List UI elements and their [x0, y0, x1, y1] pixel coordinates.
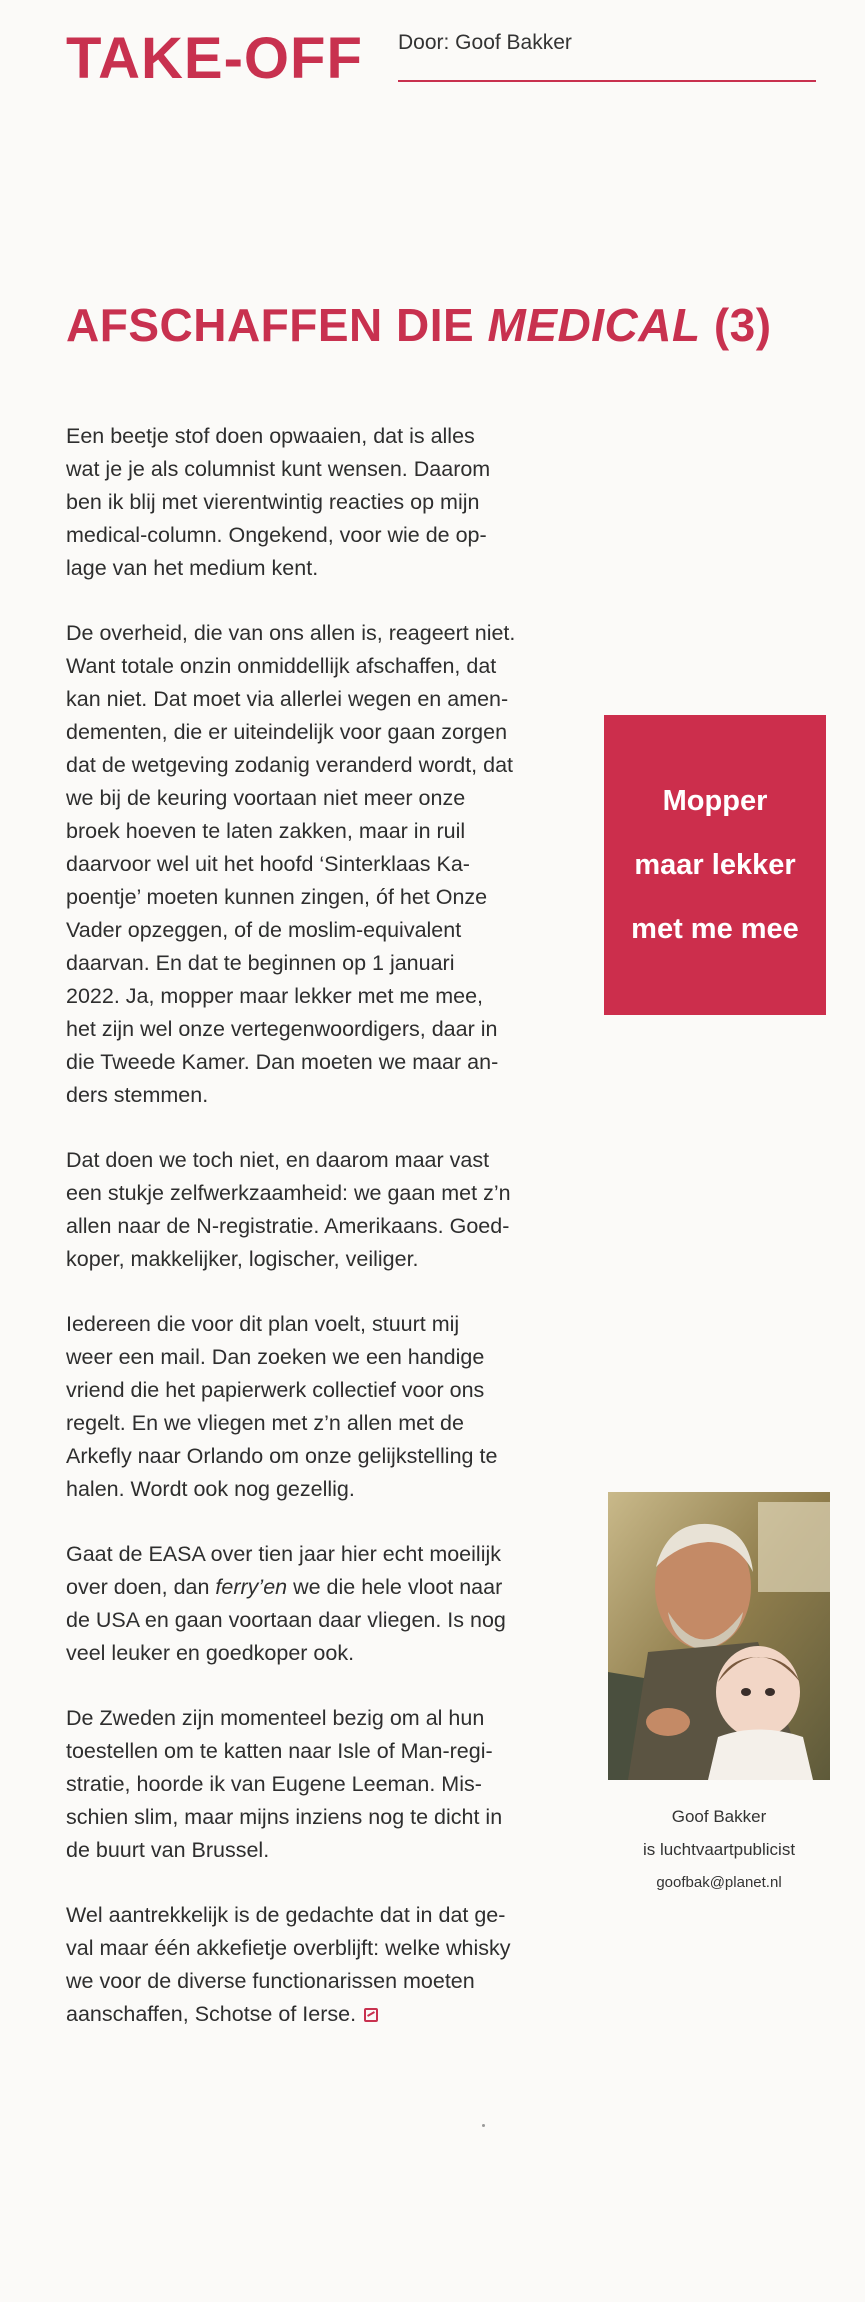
text-line: daarvoor wel uit het hoofd ‘Sinterklaas Ka-	[66, 852, 470, 876]
text-line: de buurt van Brussel.	[66, 1838, 270, 1862]
text-line: toestellen om te katten naar Isle of Man-regi-	[66, 1739, 493, 1763]
text-line: val maar één akkefietje overblijft: welke whisky	[66, 1936, 511, 1960]
paragraph	[66, 1538, 566, 1670]
text-line: Arkefly naar Orlando om onze gelijkstelling te	[66, 1444, 498, 1468]
text-line: broek hoeven te laten zakken, maar in ruil	[66, 819, 466, 843]
text-line: poentje’ moeten kunnen zingen, óf het Onze	[66, 885, 488, 909]
paragraph	[66, 1899, 566, 2031]
header	[66, 22, 816, 122]
text-line: ben ik blij met vierentwintig reacties op mijn	[66, 490, 480, 514]
text-line: kan niet. Dat moet via allerlei wegen en amen-	[66, 687, 509, 711]
text-line: Iedereen die voor dit plan voelt, stuurt mij	[66, 1312, 460, 1336]
italic-word: ferry’en	[215, 1575, 288, 1599]
text-line: we bij de keuring voortaan niet meer onze	[66, 786, 466, 810]
text-fragment: over doen, dan	[66, 1575, 216, 1599]
text-line: ders stemmen.	[66, 1083, 209, 1107]
text-line: Dat doen we toch niet, en daarom maar vast	[66, 1148, 490, 1172]
author-name: Goof Bakker	[671, 1807, 767, 1826]
text-line: het zijn wel onze vertegenwoordigers, daar in	[66, 1017, 498, 1041]
text-line: stratie, hoorde ik van Eugene Leeman. Mis-	[66, 1772, 482, 1796]
text-line: de USA en gaan voortaan daar vliegen. Is nog	[66, 1608, 506, 1632]
author-email: goofbak@planet.nl	[656, 1874, 782, 1891]
text-line: halen. Wordt ook nog gezellig.	[66, 1477, 355, 1501]
paragraph	[66, 1144, 566, 1276]
text-line: medical-column. Ongekend, voor wie de op-	[66, 523, 487, 547]
text-line: schien slim, maar mijns inziens nog te dicht in	[66, 1805, 503, 1829]
title-prefix: AFSCHAFFEN DIE	[66, 299, 488, 351]
text-line: koper, makkelijker, logischer, veiliger.	[66, 1247, 419, 1271]
text-line: vriend die het papierwerk collectief voor ons	[66, 1378, 485, 1402]
article-body	[66, 420, 566, 2063]
paragraph	[66, 617, 566, 1112]
text-line: Een beetje stof doen opwaaien, dat is alles	[66, 424, 475, 448]
print-speck	[482, 2124, 485, 2127]
pull-quote	[604, 715, 826, 1015]
end-of-article-icon	[364, 2008, 378, 2022]
text-fragment: we die hele vloot naar	[287, 1575, 503, 1599]
pull-quote-text: Mopper maar lekker met me mee	[631, 785, 799, 945]
section-label: TAKE-OFF	[66, 26, 363, 91]
text-line	[66, 1571, 566, 1604]
text-line: we voor de diverse functionarissen moeten	[66, 1969, 475, 1993]
text-line: weer een mail. Dan zoeken we een handige	[66, 1345, 485, 1369]
text-line: lage van het medium kent.	[66, 556, 319, 580]
paragraph	[66, 1702, 566, 1867]
text-line: De overheid, die van ons allen is, reageert niet.	[66, 621, 516, 645]
text-line: De Zweden zijn momenteel bezig om al hun	[66, 1706, 485, 1730]
text-line: 2022. Ja, mopper maar lekker met me mee,	[66, 984, 484, 1008]
article-title	[66, 298, 772, 352]
text-line: wat je je als columnist kunt wensen. Daarom	[66, 457, 491, 481]
byline-divider	[398, 80, 816, 82]
text-line: een stukje zelfwerkzaamheid: we gaan met z’n	[66, 1181, 511, 1205]
text-line: regelt. En we vliegen met z’n allen met de	[66, 1411, 464, 1435]
title-italic: MEDICAL	[487, 299, 701, 351]
text-line: dementen, die er uiteindelijk voor gaan zorgen	[66, 720, 508, 744]
text-line: die Tweede Kamer. Dan moeten we maar an-	[66, 1050, 499, 1074]
text-fragment: aanschaffen, Schotse of Ierse.	[66, 2002, 357, 2026]
author-caption	[608, 1800, 830, 1899]
text-line: daarvan. En dat te beginnen op 1 januari	[66, 951, 455, 975]
text-line: Gaat de EASA over tien jaar hier echt moeilijk	[66, 1542, 501, 1566]
text-line: dat de wetgeving zodanig veranderd wordt, dat	[66, 753, 514, 777]
paragraph	[66, 1308, 566, 1506]
paragraph	[66, 420, 566, 585]
byline: Door: Goof Bakker	[398, 31, 572, 54]
text-line: Want totale onzin onmiddellijk afschaffen, dat	[66, 654, 497, 678]
title-suffix: (3)	[700, 299, 772, 351]
author-role: is luchtvaartpublicist	[642, 1840, 796, 1859]
text-line: Vader opzeggen, of de moslim-equivalent	[66, 918, 462, 942]
text-line	[66, 1998, 566, 2031]
author-photo-illustration	[608, 1492, 830, 1780]
text-line: Wel aantrekkelijk is de gedachte dat in dat ge-	[66, 1903, 506, 1927]
text-line: allen naar de N-registratie. Amerikaans. Goed-	[66, 1214, 510, 1238]
author-photo	[608, 1492, 830, 1780]
text-line: veel leuker en goedkoper ook.	[66, 1641, 355, 1665]
